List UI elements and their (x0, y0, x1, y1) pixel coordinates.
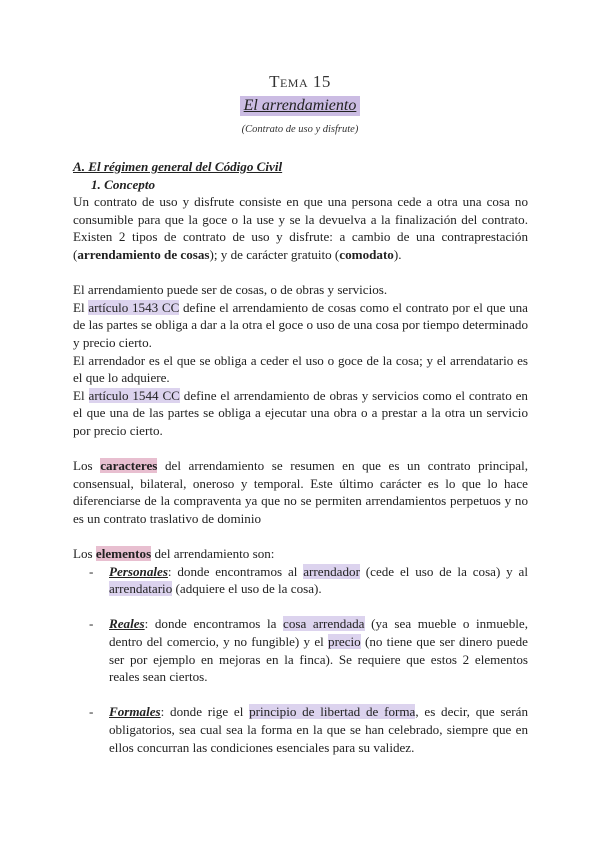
term-reales: Reales (109, 616, 145, 632)
list-item-reales (73, 615, 528, 685)
paragraph-types: El arrendamiento puede ser de cosas, o de obras y servicios. (73, 282, 388, 298)
list-item-formales (73, 703, 528, 756)
text-run: (no tiene que ser dinero puede ser por ejemplo en mejoras en la finca). Se requiere que estos 2 elementos reales sean ciertos. (109, 634, 528, 685)
text-run: : donde rige el (160, 704, 250, 720)
paragraph-arrendador: El arrendador es el que se obliga a ceder el uso o goce de la cosa; y el arrendatario es el que lo adquiere. (73, 352, 528, 386)
paragraph-art1543 (73, 299, 528, 352)
title-wrap (0, 96, 600, 116)
text-run: del arrendamiento se resumen en que es un contrato principal, consensual, bilateral, oneroso y temporal. Este último carácter es lo que lo hace diferenciarse de la compraventa ya que no se permiten arrendamientos perpetuos y no es un contrato traslativo de dominio (73, 458, 528, 526)
term-formales: Formales (109, 704, 161, 720)
paragraph-concept (73, 193, 528, 263)
bold-term-comodato: comodato (339, 246, 394, 262)
text-run: Los (73, 458, 101, 474)
subsection-concepto: 1. Concepto (91, 176, 156, 192)
text-run: (cede el uso de la cosa) y al (359, 563, 528, 579)
spacer (73, 527, 528, 545)
list-item-personales (73, 563, 528, 598)
text-run: Los (73, 546, 96, 562)
document-body (73, 158, 528, 756)
text-run: define el arrendamiento de cosas como el contrato por el que una de las partes se obliga a dar a la otra el goce o uso de una cosa por tiempo determinado y precio cierto. (73, 299, 528, 350)
dash-bullet: - (89, 616, 94, 632)
term-personales: Personales (109, 563, 168, 579)
highlight-arrendador: arrendador (303, 563, 360, 579)
text-run: define el arrendamiento de obras y servicios como el contrato en el que una de las partes se obliga a ejecutar una obra o a prestar a la otra un servicio por precio cierto. (73, 387, 528, 438)
bold-term-arrendamiento: arrendamiento de cosas (77, 246, 210, 262)
text-run: , es decir, que serán obligatorios, sea cual sea la forma en la que se han celebrado, siempre que en ellos concurran las condiciones esenciales para su validez. (109, 704, 528, 755)
text-run: ). (393, 246, 402, 262)
elements-list (73, 563, 528, 757)
highlight-precio: precio (328, 634, 361, 650)
document-title: El arrendamiento (240, 96, 361, 116)
document-subtitle: (Contrato de uso y disfrute) (241, 124, 359, 135)
text-run: (adquiere el uso de la cosa). (172, 581, 322, 597)
highlight-caracteres: caracteres (100, 458, 158, 474)
dash-bullet: - (89, 563, 94, 579)
highlight-elementos: elementos (95, 546, 152, 562)
paragraph-elementos (73, 545, 528, 563)
text-run: del arrendamiento son: (151, 546, 275, 562)
highlight-arrendatario: arrendatario (109, 581, 173, 597)
topic-heading: Tema 15 (269, 72, 331, 91)
section-a-title: A. El régimen general del Código Civil (73, 159, 283, 174)
spacer (73, 264, 528, 282)
spacer (73, 440, 528, 458)
text-run: El (73, 299, 89, 315)
text-run: : donde encontramos la (144, 616, 284, 632)
text-run: Un contrato de uso y disfrute consiste en que una persona cede a otra una cosa no consumible para que la goce o la use y se la devuelva a la finalización del contrato. Existen 2 tipos de contrato de uso y disfrute: a cambio de una contraprestación ( (73, 194, 528, 262)
paragraph-art1544 (73, 387, 528, 440)
text-run: (ya sea mueble o inmueble, dentro del comercio, y no fungible) y el (109, 616, 528, 650)
highlight-cosa-arrendada: cosa arrendada (283, 616, 365, 632)
highlight-libertad-forma: principio de libertad de forma (249, 704, 416, 720)
text-run: : donde encontramos al (167, 563, 304, 579)
text-run: El (73, 387, 89, 403)
highlight-art1544: artículo 1544 CC (88, 387, 180, 403)
paragraph-caracteres (73, 457, 528, 527)
text-run: ); y de carácter gratuito ( (209, 246, 340, 262)
dash-bullet: - (89, 704, 94, 720)
highlight-art1543: artículo 1543 CC (88, 299, 180, 315)
